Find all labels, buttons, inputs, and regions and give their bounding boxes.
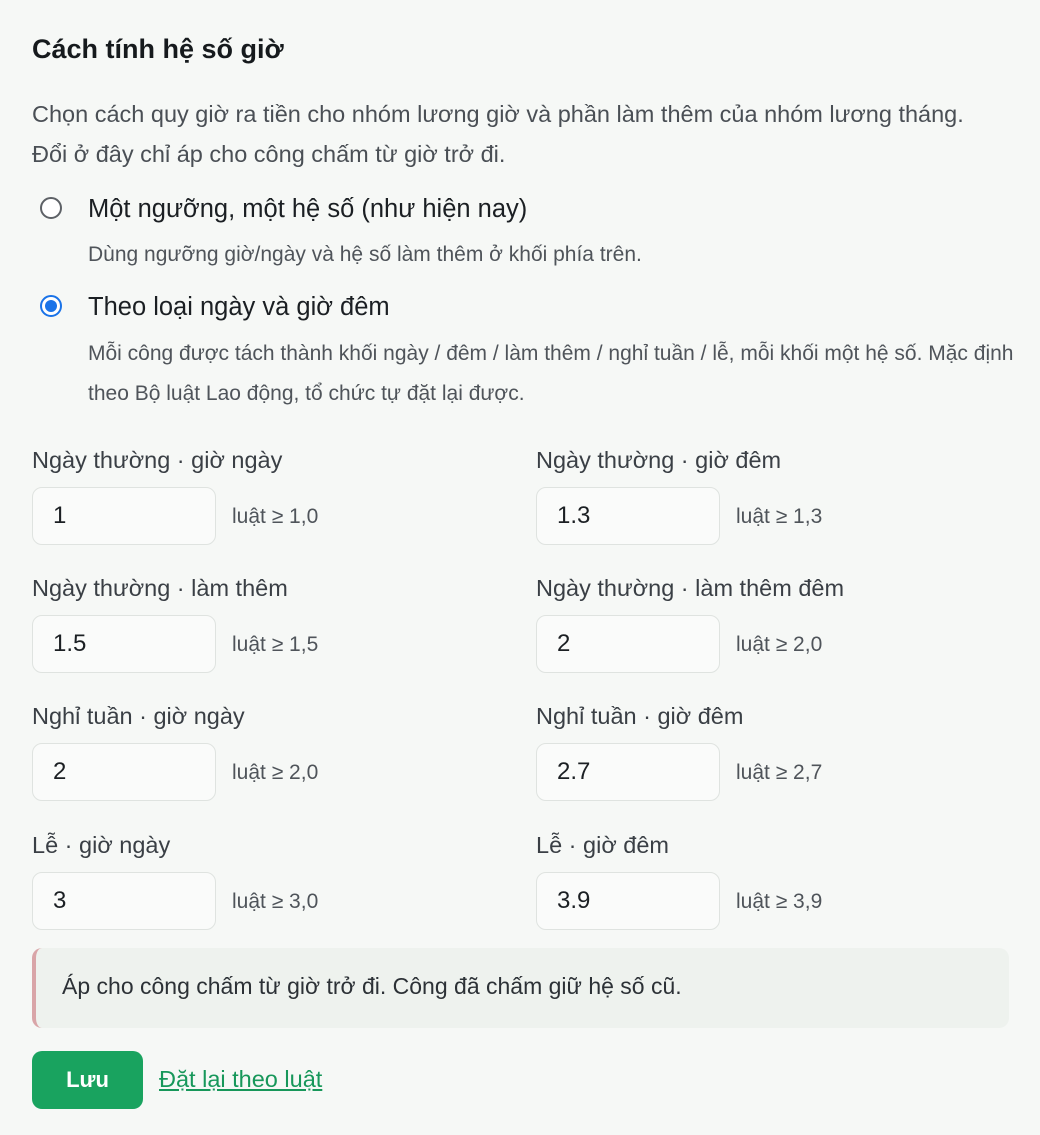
field-law-hint: luật ≥ 1,0 — [232, 505, 319, 528]
option-day-type-night-label[interactable]: Theo loại ngày và giờ đêm — [88, 293, 390, 321]
weekday-overtime-night-coefficient-input[interactable] — [536, 615, 720, 673]
field-law-hint: luật ≥ 2,0 — [232, 761, 319, 784]
field-label: Nghỉ tuần · giờ đêm — [536, 703, 744, 729]
section-description: Chọn cách quy giờ ra tiền cho nhóm lương giờ và phần làm thêm của nhóm lương tháng. Đổi ở đây chỉ áp cho công chấm từ giờ trở đi. — [32, 101, 964, 167]
save-button[interactable]: Lưu — [32, 1051, 143, 1109]
holiday-night-coefficient-input[interactable] — [536, 872, 720, 930]
reset-to-law-link[interactable]: Đặt lại theo luật — [159, 1066, 323, 1092]
field-label: Ngày thường · giờ ngày — [32, 447, 283, 473]
field-law-hint: luật ≥ 2,7 — [736, 761, 823, 784]
rest-night-coefficient-input[interactable] — [536, 743, 720, 801]
field-label: Lễ · giờ ngày — [32, 832, 171, 858]
field-label: Ngày thường · giờ đêm — [536, 447, 782, 473]
field-label: Ngày thường · làm thêm đêm — [536, 575, 845, 601]
rest-day-coefficient-input[interactable] — [32, 743, 216, 801]
weekday-night-coefficient-input[interactable] — [536, 487, 720, 545]
field-label: Ngày thường · làm thêm — [32, 575, 288, 601]
holiday-day-coefficient-input[interactable] — [32, 872, 216, 930]
weekday-day-coefficient-input[interactable] — [32, 487, 216, 545]
option-day-type-night-help: Mỗi công được tách thành khối ngày / đêm / làm thêm / nghỉ tuần / lễ, mỗi khối một hệ số. Mặc định theo Bộ luật Lao động, tổ chức tự đặt lại được. — [88, 342, 1014, 405]
notice-box — [32, 948, 1009, 1028]
option-single-threshold-help: Dùng ngưỡng giờ/ngày và hệ số làm thêm ở khối phía trên. — [88, 243, 642, 266]
radio-day-type-night[interactable] — [40, 295, 62, 317]
field-label: Lễ · giờ đêm — [536, 832, 669, 858]
section-title: Cách tính hệ số giờ — [32, 34, 284, 64]
radio-single-threshold[interactable] — [40, 197, 62, 219]
weekday-overtime-coefficient-input[interactable] — [32, 615, 216, 673]
field-law-hint: luật ≥ 3,9 — [736, 890, 823, 913]
field-law-hint: luật ≥ 1,5 — [232, 633, 319, 656]
field-law-hint: luật ≥ 3,0 — [232, 890, 319, 913]
field-label: Nghỉ tuần · giờ ngày — [32, 703, 245, 729]
field-law-hint: luật ≥ 1,3 — [736, 505, 823, 528]
field-law-hint: luật ≥ 2,0 — [736, 633, 823, 656]
notice-text: Áp cho công chấm từ giờ trở đi. Công đã chấm giữ hệ số cũ. — [62, 973, 682, 999]
option-single-threshold-label[interactable]: Một ngưỡng, một hệ số (như hiện nay) — [88, 195, 528, 223]
